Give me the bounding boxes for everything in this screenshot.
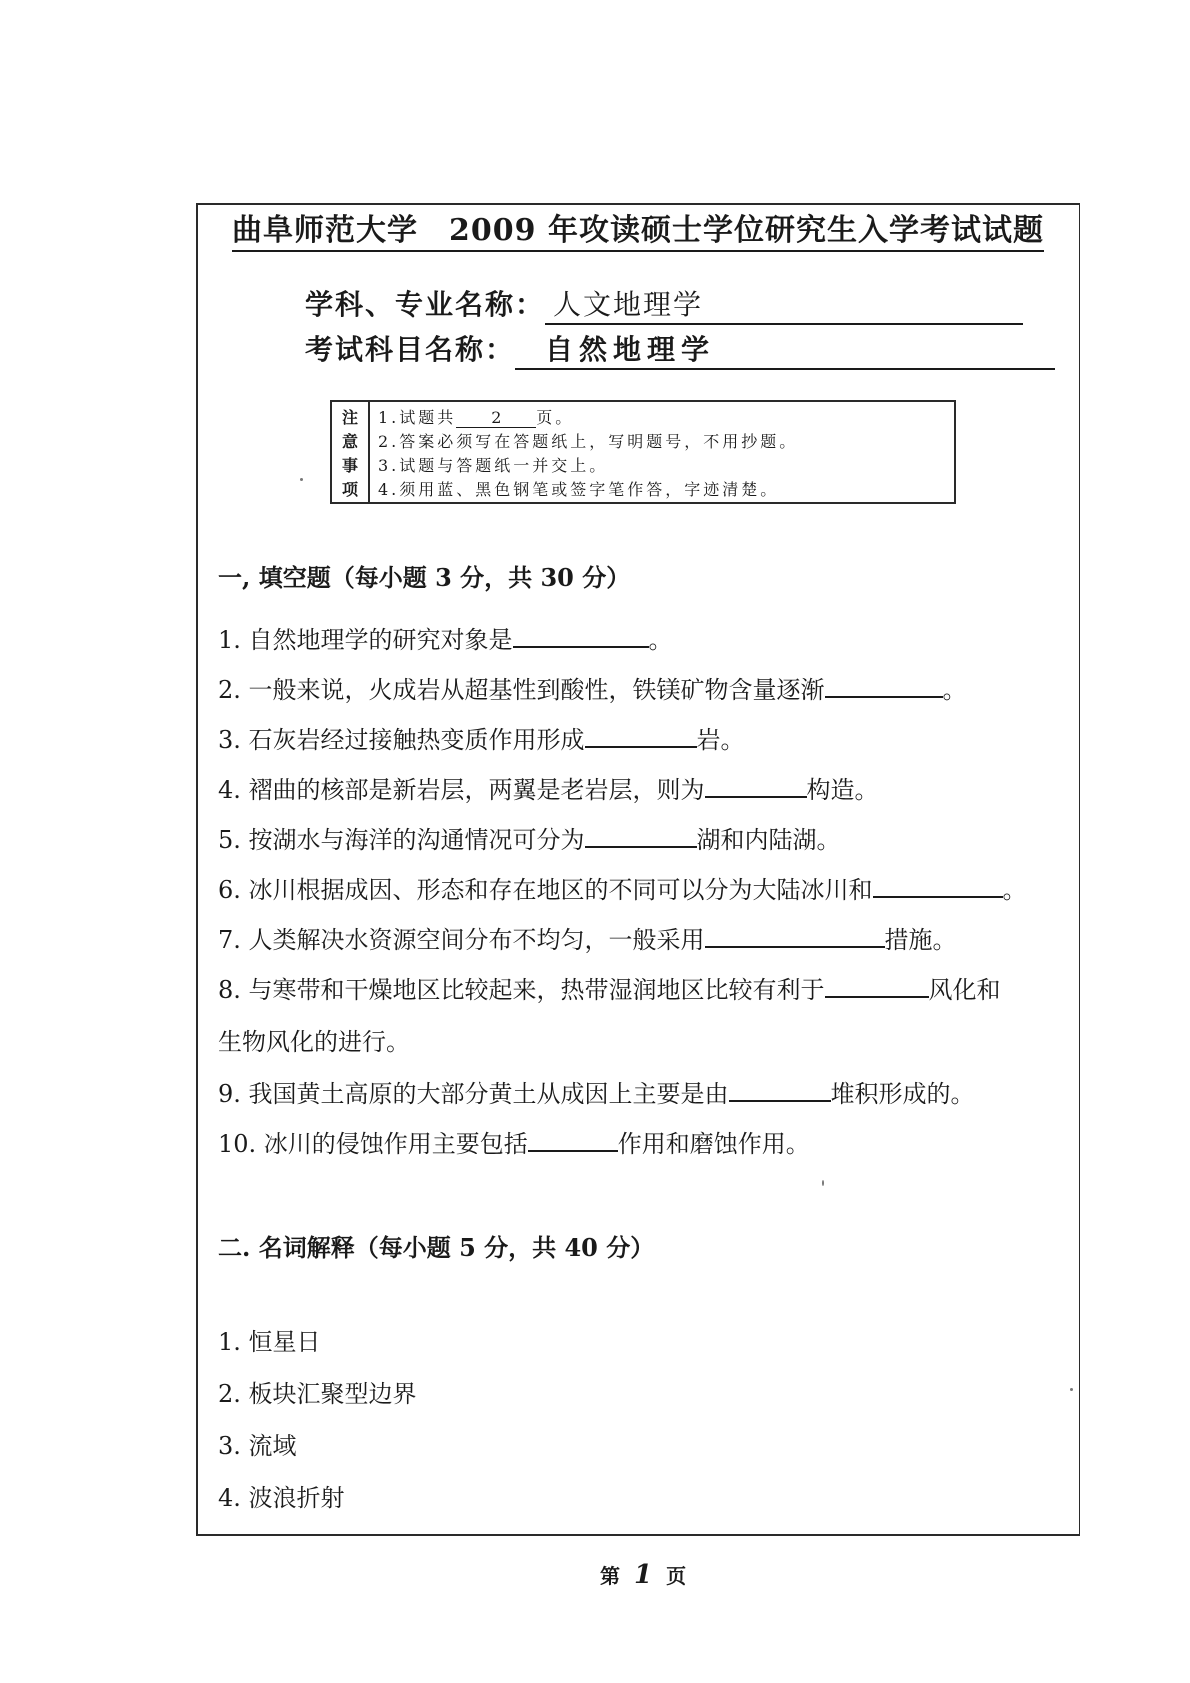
- question-text-end: 。: [648, 626, 673, 654]
- major-label: 学科、专业名称：: [305, 288, 546, 321]
- question-text: 5. 按湖水与海洋的沟通情况可分为: [218, 826, 585, 854]
- major-value: 人文地理学: [545, 283, 1023, 325]
- answer-blank: [729, 1075, 831, 1102]
- notice-heading: [332, 402, 370, 502]
- scan-speck: [300, 478, 303, 481]
- question-text-end: 湖和内陆湖。: [696, 826, 841, 854]
- question-6: [218, 870, 1027, 905]
- question-text: 10. 冰川的侵蚀作用主要包括: [218, 1130, 528, 1158]
- notice-head-char: 项: [341, 479, 358, 499]
- notice-item-1-suffix: 页。: [536, 407, 575, 427]
- term-4: 4. 波浪折射: [218, 1484, 345, 1512]
- answer-blank: [585, 821, 697, 848]
- scan-speck: [822, 1180, 824, 1186]
- footer-page-number: 1: [634, 1560, 653, 1590]
- question-10: [218, 1124, 810, 1159]
- footer-suffix: 页: [666, 1564, 687, 1588]
- section-2-heading: 二. 名词解释（每小题 5 分，共 40 分）: [218, 1233, 655, 1262]
- question-8-continuation: 生物风化的进行。: [218, 1028, 410, 1056]
- question-text: 7. 人类解决水资源空间分布不均匀，一般采用: [218, 926, 705, 954]
- notice-page-count: 2: [456, 408, 536, 428]
- subject-row: [305, 328, 1055, 370]
- subject-value: 自然地理学: [515, 328, 1055, 370]
- notice-head-char: 事: [341, 455, 358, 475]
- major-row: [305, 283, 1023, 325]
- notice-item-1: [378, 405, 946, 428]
- question-text-end: 。: [1002, 876, 1027, 904]
- answer-blank: [705, 771, 807, 798]
- question-text: 1. 自然地理学的研究对象是: [218, 626, 513, 654]
- question-text: 3. 石灰岩经过接触热变质作用形成: [218, 726, 585, 754]
- question-9: [218, 1074, 975, 1109]
- scan-speck: [1070, 1388, 1073, 1391]
- question-text-end: 风化和: [928, 976, 1001, 1004]
- answer-blank: [513, 621, 649, 648]
- question-5: [218, 820, 841, 855]
- subject-label: 考试科目名称：: [305, 333, 516, 366]
- notice-head-char: 注: [341, 407, 358, 427]
- answer-blank: [705, 921, 885, 948]
- question-7: [218, 920, 957, 955]
- question-3: [218, 720, 745, 755]
- notice-head-char: 意: [341, 431, 358, 451]
- question-text-end: 作用和磨蚀作用。: [617, 1130, 810, 1158]
- section-1-heading: 一, 填空题（每小题 3 分，共 30 分）: [218, 563, 631, 592]
- question-text: 9. 我国黄土高原的大部分黄土从成因上主要是由: [218, 1080, 729, 1108]
- question-text: 2. 一般来说，火成岩从超基性到酸性，铁镁矿物含量逐渐: [218, 676, 825, 704]
- question-text-end: 。: [942, 676, 967, 704]
- question-4: [218, 770, 879, 805]
- question-text: 4. 褶曲的核部是新岩层，两翼是老岩层，则为: [218, 776, 705, 804]
- term-2: 2. 板块汇聚型边界: [218, 1380, 417, 1408]
- notice-item-4: 4.须用蓝、黑色钢笔或签字笔作答，字迹清楚。: [378, 479, 780, 499]
- answer-blank: [825, 671, 943, 698]
- question-text-end: 构造。: [806, 776, 879, 804]
- question-1: [218, 620, 673, 655]
- question-text: 6. 冰川根据成因、形态和存在地区的不同可以分为大陆冰川和: [218, 876, 873, 904]
- question-8: [218, 970, 1001, 1005]
- question-text-end: 堆积形成的。: [830, 1080, 975, 1108]
- question-2: [218, 670, 967, 705]
- answer-blank: [585, 721, 697, 748]
- answer-blank: [873, 871, 1003, 898]
- question-text-end: 措施。: [884, 926, 957, 954]
- notice-item-3: 3.试题与答题纸一并交上。: [378, 455, 609, 475]
- question-text-end: 岩。: [696, 726, 745, 754]
- notice-box: [330, 400, 956, 504]
- notice-item-2: 2.答案必须写在答题纸上，写明题号，不用抄题。: [378, 431, 799, 451]
- footer-prefix: 第: [600, 1564, 620, 1588]
- page-footer: [600, 1560, 686, 1590]
- notice-item-1-prefix: 1.试题共: [378, 407, 457, 427]
- answer-blank: [825, 971, 929, 998]
- question-text: 8. 与寒带和干燥地区比较起来，热带湿润地区比较有利于: [218, 976, 825, 1004]
- term-1: 1. 恒星日: [218, 1328, 321, 1356]
- exam-title: 曲阜师范大学 2009 年攻读硕士学位研究生入学考试试题: [232, 205, 1044, 252]
- notice-items: [370, 402, 954, 502]
- term-3: 3. 流域: [218, 1432, 297, 1460]
- answer-blank: [528, 1125, 618, 1152]
